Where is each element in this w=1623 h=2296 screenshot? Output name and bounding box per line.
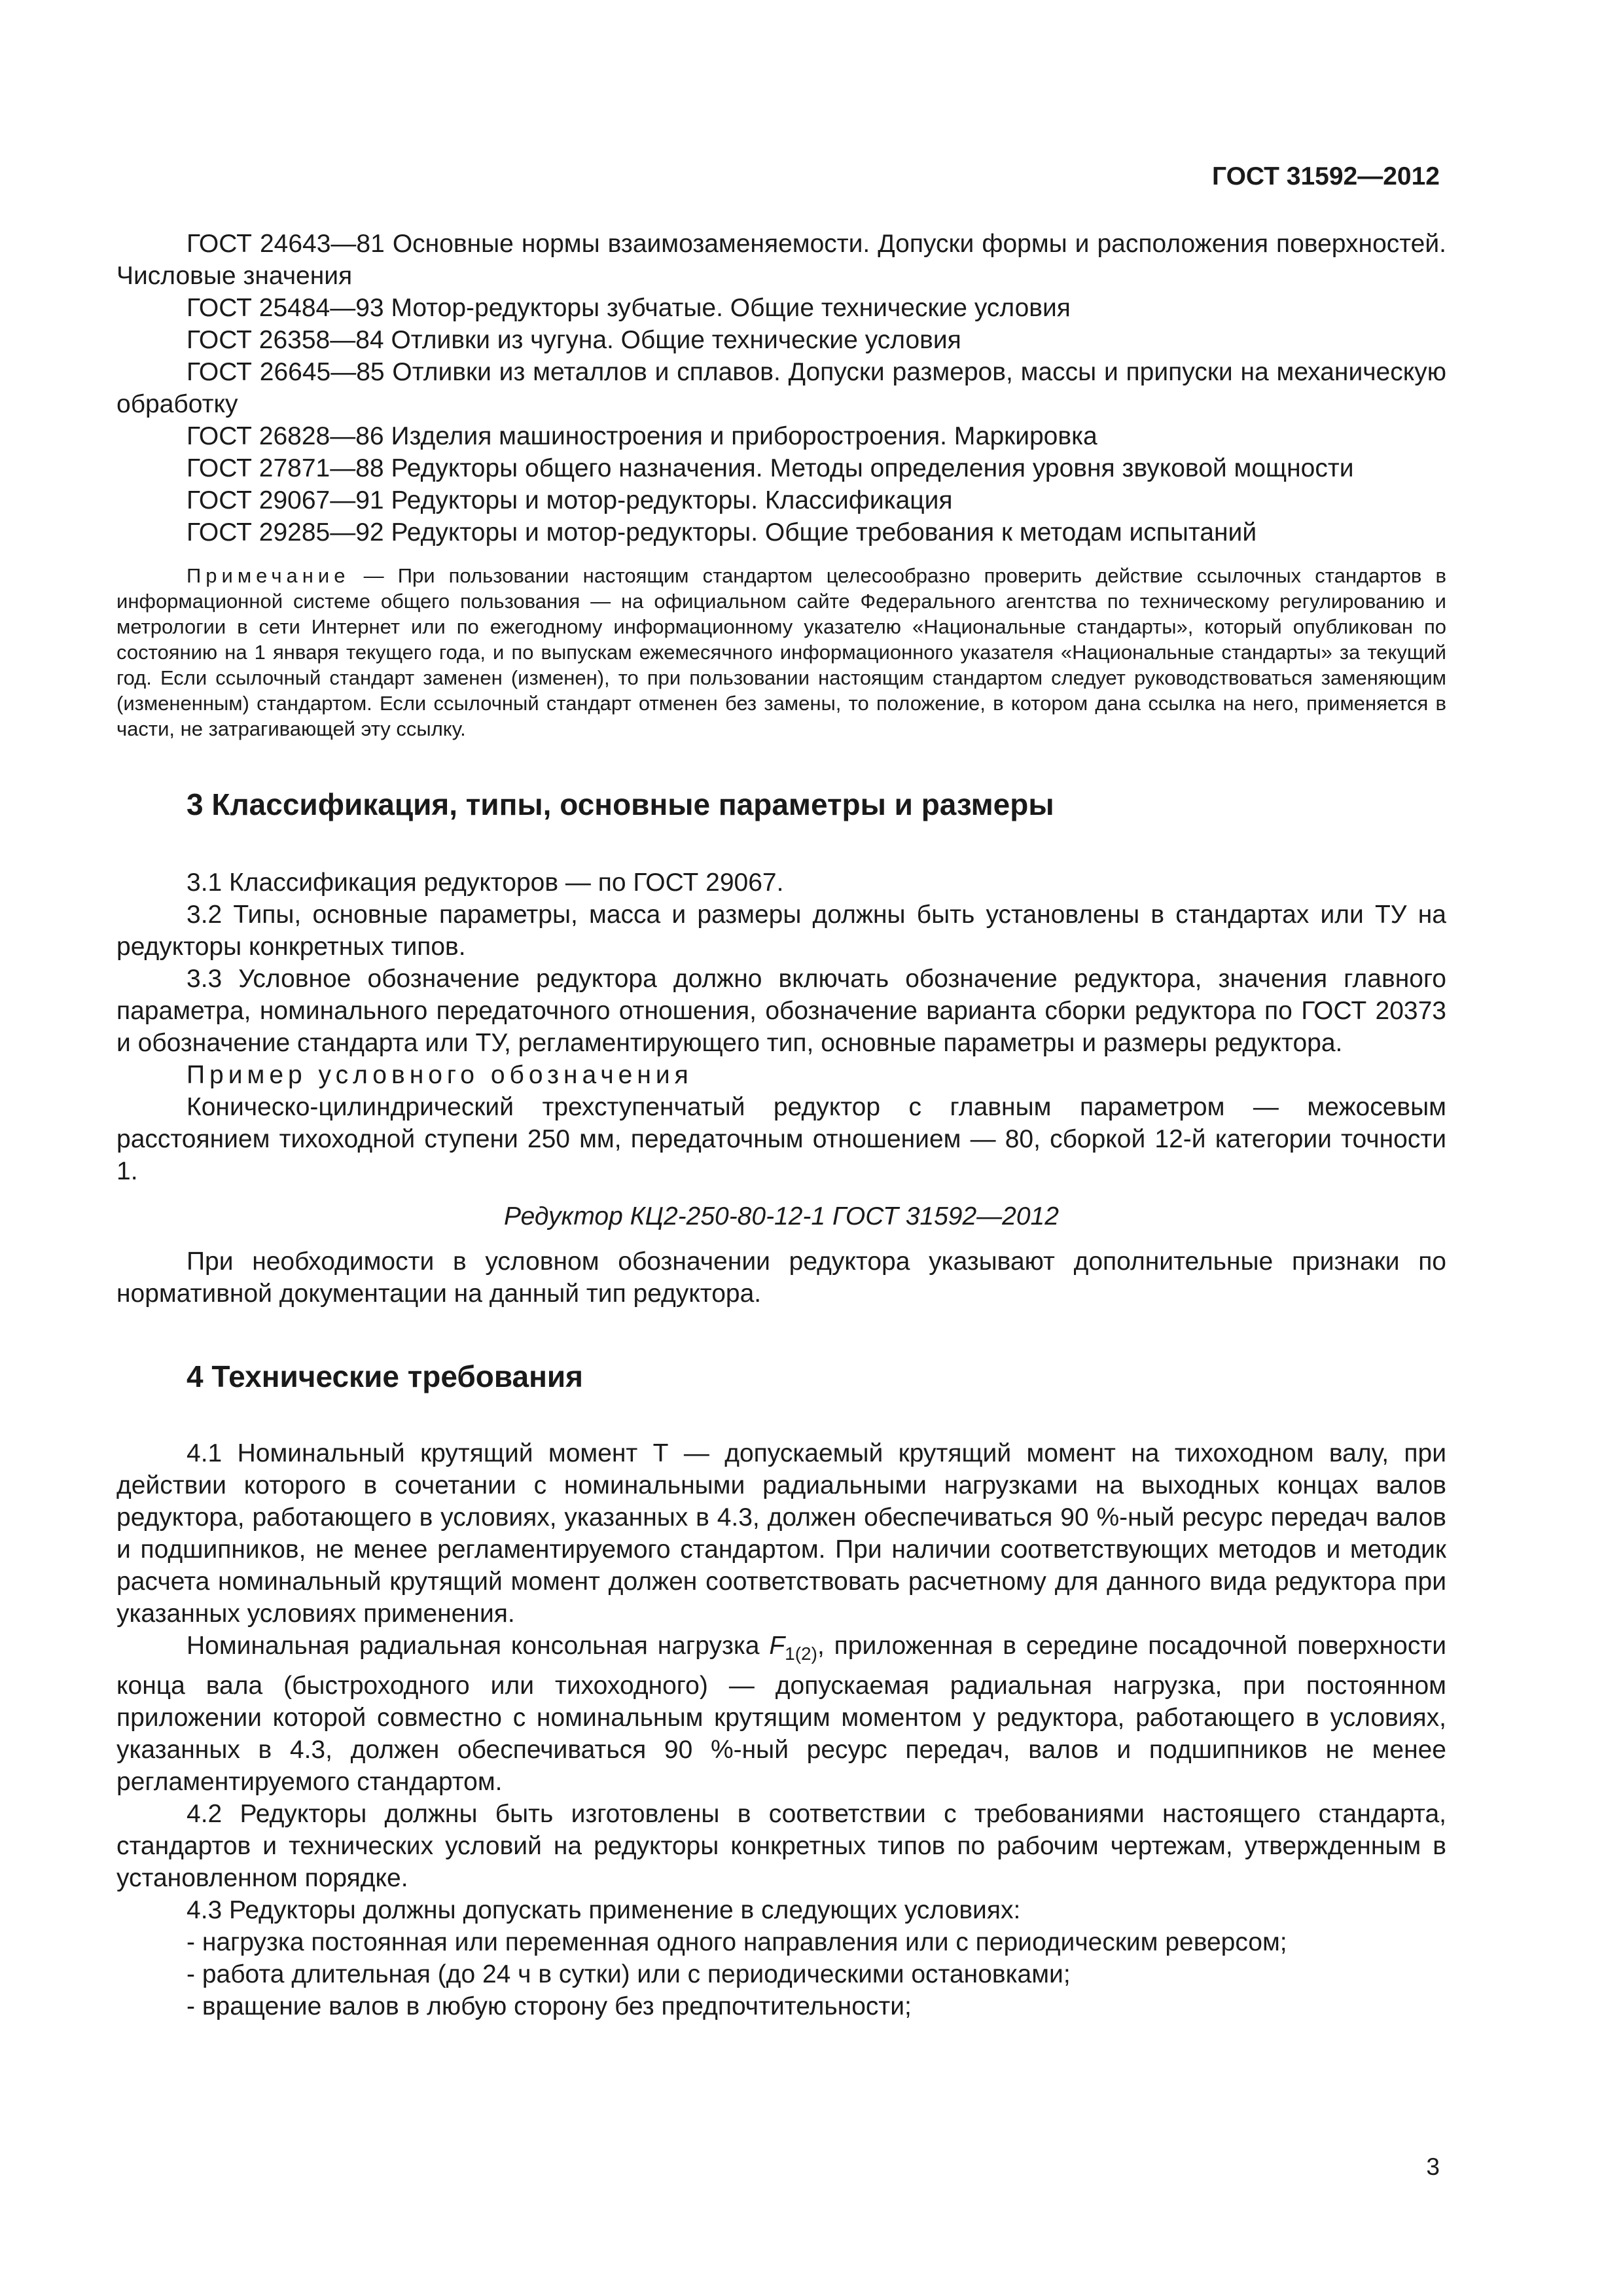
- paragraph-3-2: 3.2 Типы, основные параметры, масса и размеры должны быть установлены в стандартах или ТУ на редукторы конкретных типов.: [116, 901, 1446, 961]
- references-list: [116, 228, 1446, 548]
- paragraph-4-1-load: [116, 1630, 1446, 1798]
- load-text-pre: Номинальная радиальная консольная нагрузка: [187, 1632, 770, 1660]
- reference-item: ГОСТ 29285—92 Редукторы и мотор-редукторы. Общие требования к методам испытаний: [187, 518, 1257, 547]
- reference-item: ГОСТ 26358—84 Отливки из чугуна. Общие технические условия: [187, 326, 961, 354]
- paragraph-4-2: 4.2 Редукторы должны быть изготовлены в соответствии с требованиями настоящего стандарта, стандартов и технических условий на редукторы конкретных типов по рабочим чертежам, утвержденным в установленном порядке.: [116, 1799, 1446, 1892]
- load-text-post: , приложенная в середине посадочной поверхности конца вала (быстроходного или тихоходного) — допускаемая радиальная нагрузка, при постоянном приложении которой совместно с номинальным крутящим моментом у редуктора, работающего в условиях, указанных в 4.3, должен обеспечиваться 90 %-ный ресурс передач, валов и подшипников не менее регламентируемого стандартом.: [116, 1632, 1446, 1796]
- reference-item: ГОСТ 27871—88 Редукторы общего назначения. Методы определения уровня звуковой мощности: [187, 454, 1354, 482]
- document-header: ГОСТ 31592—2012: [1212, 162, 1440, 190]
- paragraph-4-1: 4.1 Номинальный крутящий момент Т — допускаемый крутящий момент на тихоходном валу, при действии которого в сочетании с номинальными радиальными нагрузками на выходных концах валов редуктора, работающего в условиях, указанных в 4.3, должен обеспечиваться 90 %-ный ресурс передач валов и подшипников, не менее регламентируемого стандартом. При наличии соответствующих методов и методик расчета номинальный крутящий момент должен соответствовать расчетному для данного вида редуктора при указанных условиях применения.: [116, 1439, 1446, 1628]
- load-symbol: F: [769, 1632, 785, 1660]
- page-number: 3: [1426, 2153, 1440, 2180]
- section-3-heading: 3 Классификация, типы, основные параметры и размеры: [187, 787, 1054, 821]
- paragraph-designation-note: При необходимости в условном обозначении редуктора указывают дополнительные признаки по нормативной документации на данный тип редуктора.: [116, 1247, 1446, 1308]
- condition-item: - работа длительная (до 24 ч в сутки) или с периодическими остановками;: [187, 1960, 1071, 1988]
- reference-item: ГОСТ 26645—85 Отливки из металлов и сплавов. Допуски размеров, массы и припуски на механическую обработку: [116, 358, 1446, 418]
- reference-item: ГОСТ 26828—86 Изделия машиностроения и приборостроения. Маркировка: [187, 422, 1097, 450]
- paragraph-3-3: 3.3 Условное обозначение редуктора должно включать обозначение редуктора, значения главного параметра, номинального передаточного отношения, обозначение варианта сборки редуктора по ГОСТ 20373 и обозначение стандарта или ТУ, регламентирующего тип, основные параметры и размеры редуктора.: [116, 965, 1446, 1057]
- load-subscript: 1(2): [785, 1643, 817, 1664]
- reference-item: ГОСТ 29067—91 Редукторы и мотор-редукторы. Классификация: [187, 486, 953, 514]
- paragraph-3-1: 3.1 Классификация редукторов — по ГОСТ 29067.: [187, 869, 784, 897]
- example-text: Коническо-цилиндрический трехступенчатый редуктор с главным параметром — межосевым расстоянием тихоходной ступени 250 мм, передаточным отношением — 80, сборкой 12-й категории точности 1.: [116, 1093, 1446, 1185]
- reference-item: ГОСТ 25484—93 Мотор-редукторы зубчатые. Общие технические условия: [187, 294, 1071, 322]
- example-designation: Редуктор КЦ2-250-80-12-1 ГОСТ 31592—2012: [504, 1202, 1059, 1230]
- example-label: Пример условного обозначения: [187, 1061, 693, 1089]
- note-paragraph: [116, 563, 1446, 742]
- reference-item: ГОСТ 24643—81 Основные нормы взаимозаменяемости. Допуски формы и расположения поверхностей. Числовые значения: [116, 230, 1446, 290]
- paragraph-4-3: 4.3 Редукторы должны допускать применение в следующих условиях:: [187, 1895, 1021, 1924]
- page-content: [116, 228, 1446, 2022]
- section-4-heading: 4 Технические требования: [187, 1359, 583, 1393]
- note-label: Примечание: [187, 564, 350, 587]
- condition-item: - вращение валов в любую сторону без предпочтительности;: [187, 1992, 912, 2020]
- condition-item: - нагрузка постоянная или переменная одного направления или с периодическим реверсом;: [187, 1928, 1287, 1956]
- note-text: — При пользовании настоящим стандартом целесообразно проверить действие ссылочных стандартов в информационной системе общего пользования — на официальном сайте Федерального агентства по техническому регулированию и метрологии в сети Интернет или по ежегодному информационному указателю «Национальные стандарты», который опубликован по состоянию на 1 января текущего года, и по выпускам ежемесячного информационного указателя «Национальные стандарты» за текущий год. Если ссылочный стандарт заменен (изменен), то при пользовании настоящим стандартом следует руководствоваться заменяющим (измененным) стандартом. Если ссылочный стандарт отменен без замены, то положение, в котором дана ссылка на него, применяется в части, не затрагивающей эту ссылку.: [116, 564, 1446, 740]
